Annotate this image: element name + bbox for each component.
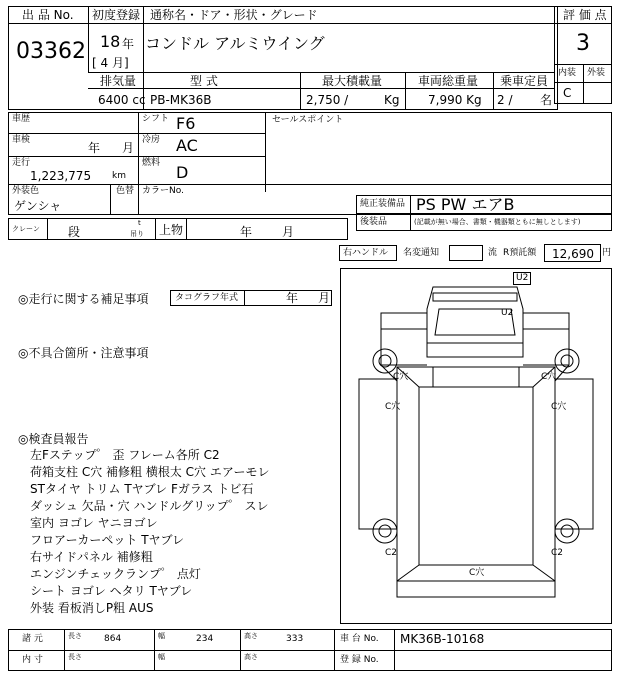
report-line: ダッシュ 欠品・穴 ハンドルグリップ゜ スレ — [30, 499, 269, 513]
report-line: 右サイドパネル 補修粗 — [30, 550, 153, 564]
defects-label: ◎不具合箇所・注意事項 — [18, 346, 149, 360]
chassis-value: MK36B-10168 — [400, 632, 485, 646]
grade-value: 3 — [576, 31, 590, 56]
capacity-unit: Kg — [384, 93, 400, 107]
tachograph-label: タコグラフ年式 — [175, 293, 239, 303]
ext-color-value: ゲンシャ — [14, 199, 62, 213]
height-label: 高さ — [244, 632, 258, 640]
grade-label: 評 価 点 — [563, 8, 607, 22]
report-line: フロアーカーペット Tヤブレ — [30, 533, 185, 547]
yen-label: 円 — [602, 248, 612, 258]
model-value: PB-MK36B — [150, 93, 212, 107]
ext-color-label: 外装色 — [12, 186, 40, 196]
first-reg-year: 18 — [100, 32, 121, 51]
report-line: 外装 看板消しP粗 AUS — [30, 601, 154, 615]
seats-unit: 名 — [540, 93, 553, 107]
tachograph-month-unit: 月 — [318, 291, 331, 305]
tachograph-year-unit: 年 — [286, 291, 299, 305]
damage-mark: C穴 — [551, 402, 567, 412]
gross-weight-value: 7,990 Kg — [428, 93, 482, 107]
equipment-value: PS PW エアB — [416, 195, 515, 214]
fuel-label: 燃料 — [142, 158, 161, 168]
inner-dims-label: 内 寸 — [22, 655, 43, 665]
car-name: コンドル アルミウイング — [145, 34, 325, 53]
displacement-value: 6400 cc — [98, 93, 146, 107]
r-tax-label: R預託額 — [503, 248, 537, 258]
report-line: エンジンチェックランプ゜ 点灯 — [30, 567, 201, 581]
driving-note-label: ◎走行に関する補足事項 — [18, 292, 149, 306]
aftermarket-label: 後装品 — [360, 217, 388, 227]
crane-hoist-label: 吊り — [130, 230, 144, 238]
length-value: 864 — [104, 634, 122, 644]
damage-mark: U2 — [501, 308, 514, 318]
rust-label: 流 — [488, 248, 498, 258]
fuel-value: D — [176, 163, 189, 182]
displacement-label: 排気量 — [100, 74, 137, 88]
mileage-unit: km — [112, 171, 126, 181]
damage-mark: C穴 — [385, 402, 401, 412]
damage-mark: U2 — [513, 272, 531, 285]
report-line: STタイヤ トリム Tヤブレ Fガラス トビ石 — [30, 482, 254, 496]
model-label: 型 式 — [190, 74, 218, 88]
dims-label: 諸 元 — [22, 634, 43, 644]
inner-height-label: 高さ — [244, 653, 258, 661]
aircon-value: AC — [176, 136, 198, 155]
inner-width-label: 幅 — [158, 653, 165, 661]
damage-mark: C穴 — [541, 372, 557, 382]
body-year-unit: 年 — [240, 225, 253, 239]
damage-mark: C穴 — [469, 568, 485, 578]
aftermarket-note: (記載が無い場合、書類・機器類ともに無しとします) — [414, 218, 581, 226]
body-label: 上物 — [159, 223, 184, 237]
report-line: 左Fステップ゜ 歪 フレーム各所 C2 — [30, 448, 220, 462]
width-label: 幅 — [158, 632, 165, 640]
seats-label: 乗車定員 — [500, 74, 549, 88]
mileage-value: 1,223,775 — [30, 169, 92, 183]
gross-weight-label: 車両総重量 — [418, 74, 479, 88]
aircon-label: 冷房 — [142, 135, 161, 145]
history-label: 車歴 — [12, 114, 31, 124]
inspection-month-unit: 月 — [122, 141, 135, 155]
height-value: 333 — [286, 634, 304, 644]
width-value: 234 — [196, 634, 214, 644]
car-name-label: 通称名・ドア・形状・グレード — [150, 8, 318, 22]
lot-number: 03362 — [16, 39, 86, 64]
color-change-label: 色替 — [116, 186, 135, 196]
interior-grade-label: 内装 — [558, 68, 577, 78]
inner-length-label: 長さ — [68, 653, 82, 661]
damage-mark: C2 — [551, 548, 564, 558]
length-label: 長さ — [68, 632, 82, 640]
right-handle-label: 右ハンドル — [343, 248, 389, 258]
capacity-label: 最大積載量 — [322, 74, 383, 88]
report-line: 室内 ヨゴレ ヤニヨゴレ — [30, 516, 158, 530]
shift-label: シフト — [142, 114, 170, 124]
mileage-label: 走行 — [12, 158, 31, 168]
damage-mark: C穴 — [393, 372, 409, 382]
equipment-label: 純正装備品 — [360, 199, 406, 209]
capacity-value: 2,750 / — [306, 93, 349, 107]
chassis-label: 車 台 No. — [340, 634, 379, 644]
crane-stage-unit: 段 — [68, 225, 81, 239]
inspection-label: 車検 — [12, 135, 31, 145]
registration-label: 登 録 No. — [340, 655, 379, 665]
lot-label: 出 品 No. — [22, 8, 74, 22]
truck-diagram — [340, 268, 612, 624]
crane-label: クレーン — [12, 225, 40, 233]
name-change-label: 名変通知 — [403, 248, 440, 258]
damage-mark: C2 — [385, 548, 398, 558]
report-line: 荷箱支柱 C穴 補修粗 横根太 C穴 エアーモレ — [30, 465, 270, 479]
name-change-box — [449, 245, 483, 261]
color-number-label: カラーNo. — [142, 186, 184, 196]
inspector-report-label: ◎検査員報告 — [18, 432, 89, 446]
seats-value: 2 / — [497, 93, 513, 107]
first-reg-year-unit: 年 — [122, 37, 135, 51]
first-reg-month: [ 4 月] — [92, 56, 129, 70]
sales-point-label: セールスポイント — [272, 115, 344, 125]
body-month-unit: 月 — [282, 225, 295, 239]
interior-grade: C — [563, 86, 572, 100]
inspection-year-unit: 年 — [88, 141, 101, 155]
first-reg-label: 初度登録 — [92, 8, 141, 22]
exterior-grade-label: 外装 — [587, 68, 606, 78]
inspector-report-list — [30, 449, 336, 619]
crane-ton-unit: t — [138, 219, 141, 227]
shift-value: F6 — [176, 114, 196, 133]
report-line: シート ヨゴレ ヘタリ Tヤブレ — [30, 584, 193, 598]
r-tax-value: 12,690 — [552, 247, 594, 261]
